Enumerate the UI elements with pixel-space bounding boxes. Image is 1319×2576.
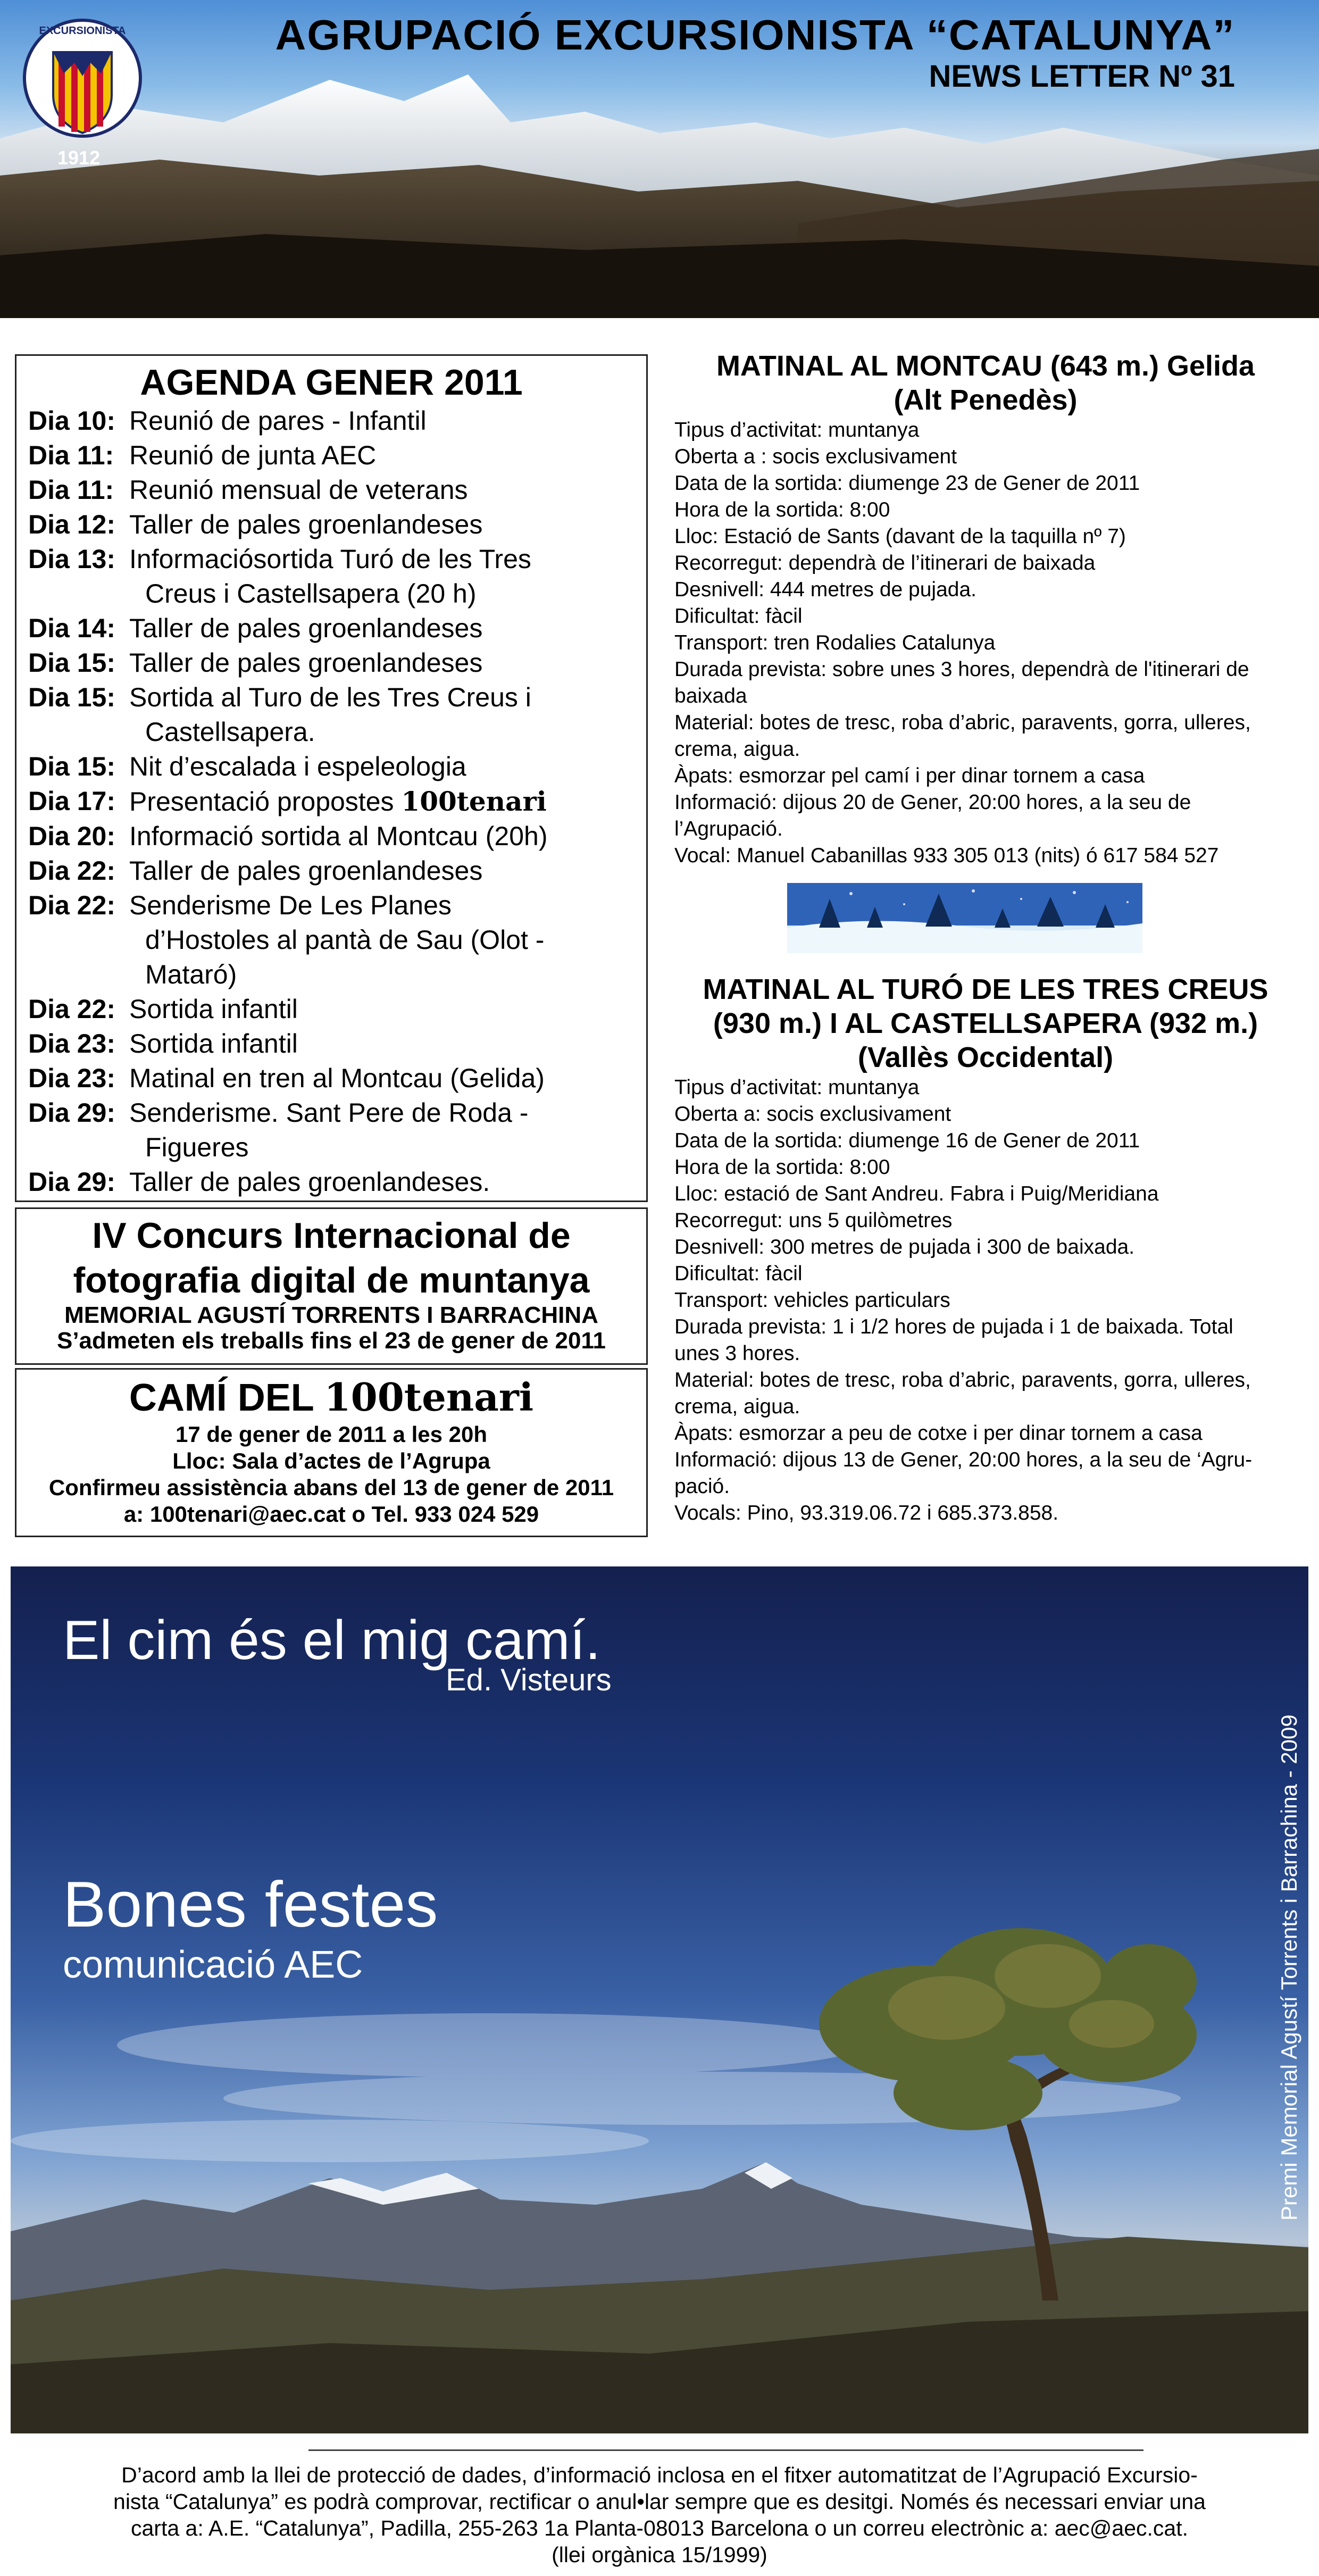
agenda-text: [129, 992, 635, 1027]
agenda-item: [28, 819, 635, 854]
agenda-text-line: Taller de pales groenlandeses: [129, 510, 483, 539]
excursion-detail-line: crema, aigua.: [674, 1395, 800, 1418]
agenda-text-line: Sortida al Turo de les Tres Creus i: [129, 682, 531, 712]
agenda-text-line: Matinal en tren al Montcau (Gelida): [129, 1063, 545, 1093]
excursion-detail-line: baixada: [674, 685, 747, 707]
crest-year: 1912: [57, 147, 101, 169]
excursion-detail-line: Recorregut: uns 5 quilòmetres: [674, 1209, 953, 1232]
agenda-text-line: Presentació propostes: [129, 787, 394, 816]
agenda-text: [129, 1165, 635, 1199]
footer-line: (llei orgànica 15/1999): [552, 2542, 767, 2567]
agenda-item: [28, 854, 635, 888]
photo-contest-box: [15, 1207, 648, 1365]
excursion-detail-line: Desnivell: 444 metres de pujada.: [674, 578, 976, 601]
agenda-list: [28, 404, 635, 1199]
agenda-box: [15, 354, 648, 1202]
agenda-text-line: Taller de pales groenlandeses: [129, 613, 483, 643]
agenda-text-line: Sortida infantil: [129, 1029, 298, 1058]
excursion-detail-line: Durada prevista: sobre unes 3 hores, dependrà de l'itinerari de: [674, 658, 1249, 681]
agenda-day: Dia 12:: [28, 510, 115, 539]
agenda-text: [129, 854, 635, 888]
agenda-item: [28, 1165, 635, 1199]
agenda-day: Dia 15:: [28, 648, 115, 678]
agenda-text-line: Taller de pales groenlandeses: [129, 648, 483, 678]
agenda-day: Dia 10:: [28, 406, 115, 436]
excursion-detail-line: unes 3 hores.: [674, 1342, 800, 1365]
agenda-text: [129, 438, 635, 473]
agenda-day: Dia 11:: [28, 475, 114, 505]
excursion-detail-line: Informació: dijous 20 de Gener, 20:00 hores, a la seu de: [674, 791, 1191, 814]
excursion-detail-line: Lloc: estació de Sant Andreu. Fabra i Puig/Meridiana: [674, 1182, 1159, 1205]
agenda-day: Dia 22:: [28, 994, 115, 1024]
agenda-text-line: Reunió de junta AEC: [129, 440, 377, 470]
excursion-montcau: [674, 349, 1297, 869]
agenda-text-continuation: Creus i Castellsapera (20 h): [145, 579, 477, 608]
excursion-detail-line: Material: botes de tresc, roba d’abric, paravents, gorra, ulleres,: [674, 1369, 1251, 1391]
agenda-text: [129, 646, 635, 680]
agenda-text-line: Senderisme. Sant Pere de Roda -: [129, 1098, 529, 1128]
contest-title-line2: fotografia digital de muntanya: [73, 1260, 590, 1300]
winter-decoration-image: [787, 883, 1142, 953]
photo-credit: Premi Memorial Agustí Torrents i Barrachina - 2009: [1276, 1714, 1301, 2221]
contest-deadline: S’admeten els treballs fins el 23 de gener de 2011: [56, 1328, 606, 1354]
footer-line: carta a: A.E. “Catalunya”, Padilla, 255-263 1a Planta-08013 Barcelona o un correu electrònic a: aec@aec.cat.: [130, 2516, 1189, 2540]
excursion-detail-line: Dificultat: fàcil: [674, 605, 803, 628]
agenda-day: Dia 11:: [28, 440, 114, 470]
agenda-item: [28, 784, 635, 819]
agenda-text: [129, 611, 635, 646]
agenda-text-line: Taller de pales groenlandeses.: [129, 1167, 490, 1197]
agenda-text: [129, 1096, 635, 1165]
excursion-detail-line: Data de la sortida: diumenge 16 de Gener de 2011: [674, 1129, 1140, 1152]
agenda-item: [28, 992, 635, 1027]
photo-quote-author: Ed. Visteurs: [446, 1663, 612, 1697]
agenda-item: [28, 542, 635, 611]
excursion-detail-line: Oberta a: socis exclusivament: [674, 1103, 951, 1126]
agenda-text: [129, 819, 635, 854]
contest-memorial: MEMORIAL AGUSTÍ TORRENTS I BARRACHINA: [64, 1302, 598, 1328]
agenda-text-line: Nit d’escalada i espeleologia: [129, 752, 466, 781]
landscape-photo-image: [11, 1566, 1308, 2433]
agenda-text-continuation: Mataró): [145, 960, 237, 989]
agenda-day: Dia 23:: [28, 1063, 115, 1093]
agenda-item: [28, 1027, 635, 1061]
excursion-detail-line: Hora de la sortida: 8:00: [674, 1156, 890, 1179]
agenda-item: [28, 680, 635, 749]
agenda-item: [28, 888, 635, 992]
agenda-text: [129, 473, 635, 507]
agenda-item: [28, 438, 635, 473]
excursion-title: MATINAL AL MONTCAU (643 m.) Gelida: [716, 350, 1255, 382]
agenda-item: [28, 749, 635, 784]
excursion-detail-line: crema, aigua.: [674, 738, 800, 761]
agenda-text-continuation: Figueres: [145, 1132, 249, 1162]
footer-line: D’acord amb la llei de protecció de dades, d’informació inclosa en el fitxer automatitzat de l’Agrupació Excursio-: [121, 2463, 1198, 2487]
agenda-text-line: Taller de pales groenlandeses: [129, 856, 483, 886]
excursion-detail-line: pació.: [674, 1475, 730, 1498]
agenda-text: [129, 404, 635, 438]
agenda-item: [28, 473, 635, 507]
excursion-details: [674, 417, 1297, 869]
agenda-day: Dia 29:: [28, 1098, 115, 1128]
excursion-details: [674, 1074, 1297, 1527]
excursion-detail-line: Hora de la sortida: 8:00: [674, 498, 890, 521]
agenda-day: Dia 20:: [28, 821, 115, 851]
excursion-detail-line: Transport: vehicles particulars: [674, 1289, 950, 1312]
agenda-text-line: Senderisme De Les Planes: [129, 890, 452, 920]
excursion-detail-line: Durada prevista: 1 i 1/2 hores de pujada i 1 de baixada. Total: [674, 1315, 1233, 1338]
excursion-detail-line: Àpats: esmorzar a peu de cotxe i per dinar tornem a casa: [674, 1422, 1203, 1445]
excursion-detail-line: Tipus d’activitat: muntanya: [674, 419, 920, 441]
header-banner: [0, 0, 1319, 318]
cami-confirm: Confirmeu assistència abans del 13 de gener de 2011: [48, 1475, 614, 1500]
excursion-detail-line: Desnivell: 300 metres de pujada i 300 de baixada.: [674, 1236, 1135, 1258]
excursion-detail-line: Oberta a : socis exclusivament: [674, 445, 957, 468]
excursion-detail-line: Material: botes de tresc, roba d’abric, paravents, gorra, ulleres,: [674, 711, 1251, 734]
excursion-detail-line: Vocals: Pino, 93.319.06.72 i 685.373.858.: [674, 1502, 1059, 1524]
agenda-item: [28, 507, 635, 542]
agenda-text-line: Reunió mensual de veterans: [129, 475, 468, 505]
privacy-footer: [43, 2462, 1276, 2568]
photo-greeting-sub: comunicació AEC: [63, 1944, 363, 1986]
centenari-brand: 100tenari: [324, 1374, 534, 1420]
agenda-day: Dia 22:: [28, 856, 115, 886]
agenda-day: Dia 15:: [28, 752, 115, 781]
excursion-detail-line: Data de la sortida: diumenge 23 de Gener de 2011: [674, 472, 1140, 495]
excursion-detail-line: Recorregut: dependrà de l’itinerari de baixada: [674, 552, 1096, 574]
excursion-detail-line: Dificultat: fàcil: [674, 1262, 803, 1285]
agenda-text-continuation: d’Hostoles al pantà de Sau (Olot -: [145, 925, 545, 955]
cami-place: Lloc: Sala d’actes de l’Agrupa: [172, 1448, 490, 1473]
centenari-brand: 100tenari: [401, 786, 547, 817]
agenda-day: Dia 13:: [28, 544, 115, 574]
agenda-day: Dia 15:: [28, 682, 115, 712]
photo-quote: El cim és el mig camí.: [63, 1610, 601, 1671]
excursion-title-line2: (930 m.) I AL CASTELLSAPERA (932 m.): [713, 1007, 1258, 1039]
agenda-text: [129, 888, 635, 992]
agenda-day: Dia 29:: [28, 1167, 115, 1197]
agenda-text-line: Sortida infantil: [129, 994, 298, 1024]
agenda-text-line: Informaciósortida Turó de les Tres: [129, 544, 531, 574]
cami-date: 17 de gener de 2011 a les 20h: [175, 1422, 488, 1447]
agenda-item: [28, 1096, 635, 1165]
crest-text: EXCURSIONISTA: [39, 25, 126, 37]
agenda-text: [129, 784, 635, 819]
agenda-item: [28, 611, 635, 646]
cami-contact: a: 100tenari@aec.cat o Tel. 933 024 529: [123, 1502, 539, 1527]
excursion-detail-line: Lloc: Estació de Sants (davant de la taquilla nº 7): [674, 525, 1126, 548]
page-title: AGRUPACIÓ EXCURSIONISTA “CATALUNYA”: [275, 11, 1235, 59]
agenda-item: [28, 404, 635, 438]
excursion-detail-line: Tipus d’activitat: muntanya: [674, 1076, 920, 1099]
agenda-text-line: Reunió de pares - Infantil: [129, 406, 427, 436]
excursion-title: MATINAL AL TURÓ DE LES TRES CREUS: [703, 973, 1268, 1005]
cami-title: [16, 1374, 646, 1421]
excursion-detail-line: Transport: tren Rodalies Catalunya: [674, 631, 996, 654]
agenda-text: [129, 680, 635, 749]
agenda-item: [28, 646, 635, 680]
agenda-text: [129, 1027, 635, 1061]
agenda-text: [129, 1061, 635, 1096]
cami-centenari-box: [15, 1368, 648, 1537]
agenda-text: [129, 542, 635, 611]
agenda-text: [129, 507, 635, 542]
agenda-text: [129, 749, 635, 784]
agenda-day: Dia 22:: [28, 890, 115, 920]
excursion-detail-line: Vocal: Manuel Cabanillas 933 305 013 (nits) ó 617 584 527: [674, 844, 1219, 867]
agenda-text-continuation: Castellsapera.: [145, 717, 315, 747]
agenda-text-line: Informació sortida al Montcau (20h): [129, 821, 548, 851]
photo-greeting: Bones festes: [63, 1868, 438, 1940]
footer-line: nista “Catalunya” es podrà comprovar, rectificar o anul•lar sempre que es desitgi. Només és necessari enviar una: [113, 2489, 1206, 2514]
newsletter-number: NEWS LETTER Nº 31: [929, 59, 1235, 94]
agenda-day: Dia 17:: [28, 786, 115, 816]
agenda-title: AGENDA GENER 2011: [140, 362, 523, 403]
excursion-subtitle: (Alt Penedès): [894, 384, 1078, 416]
excursion-detail-line: Informació: dijous 13 de Gener, 20:00 hores, a la seu de ‘Agru-: [674, 1448, 1253, 1471]
agenda-day: Dia 23:: [28, 1029, 115, 1058]
cami-title-prefix: CAMÍ DEL: [129, 1377, 314, 1419]
excursion-detail-line: l’Agrupació.: [674, 818, 783, 840]
agenda-day: Dia 14:: [28, 613, 115, 643]
contest-title-line1: IV Concurs Internacional de: [92, 1215, 571, 1256]
footer-divider: [308, 2449, 1143, 2451]
excursion-subtitle: (Vallès Occidental): [857, 1041, 1114, 1073]
excursion-tres-creus: [674, 972, 1297, 1527]
greeting-photo: [11, 1566, 1308, 2433]
agenda-item: [28, 1061, 635, 1096]
excursion-detail-line: Àpats: esmorzar pel camí i per dinar tornem a casa: [674, 764, 1145, 787]
